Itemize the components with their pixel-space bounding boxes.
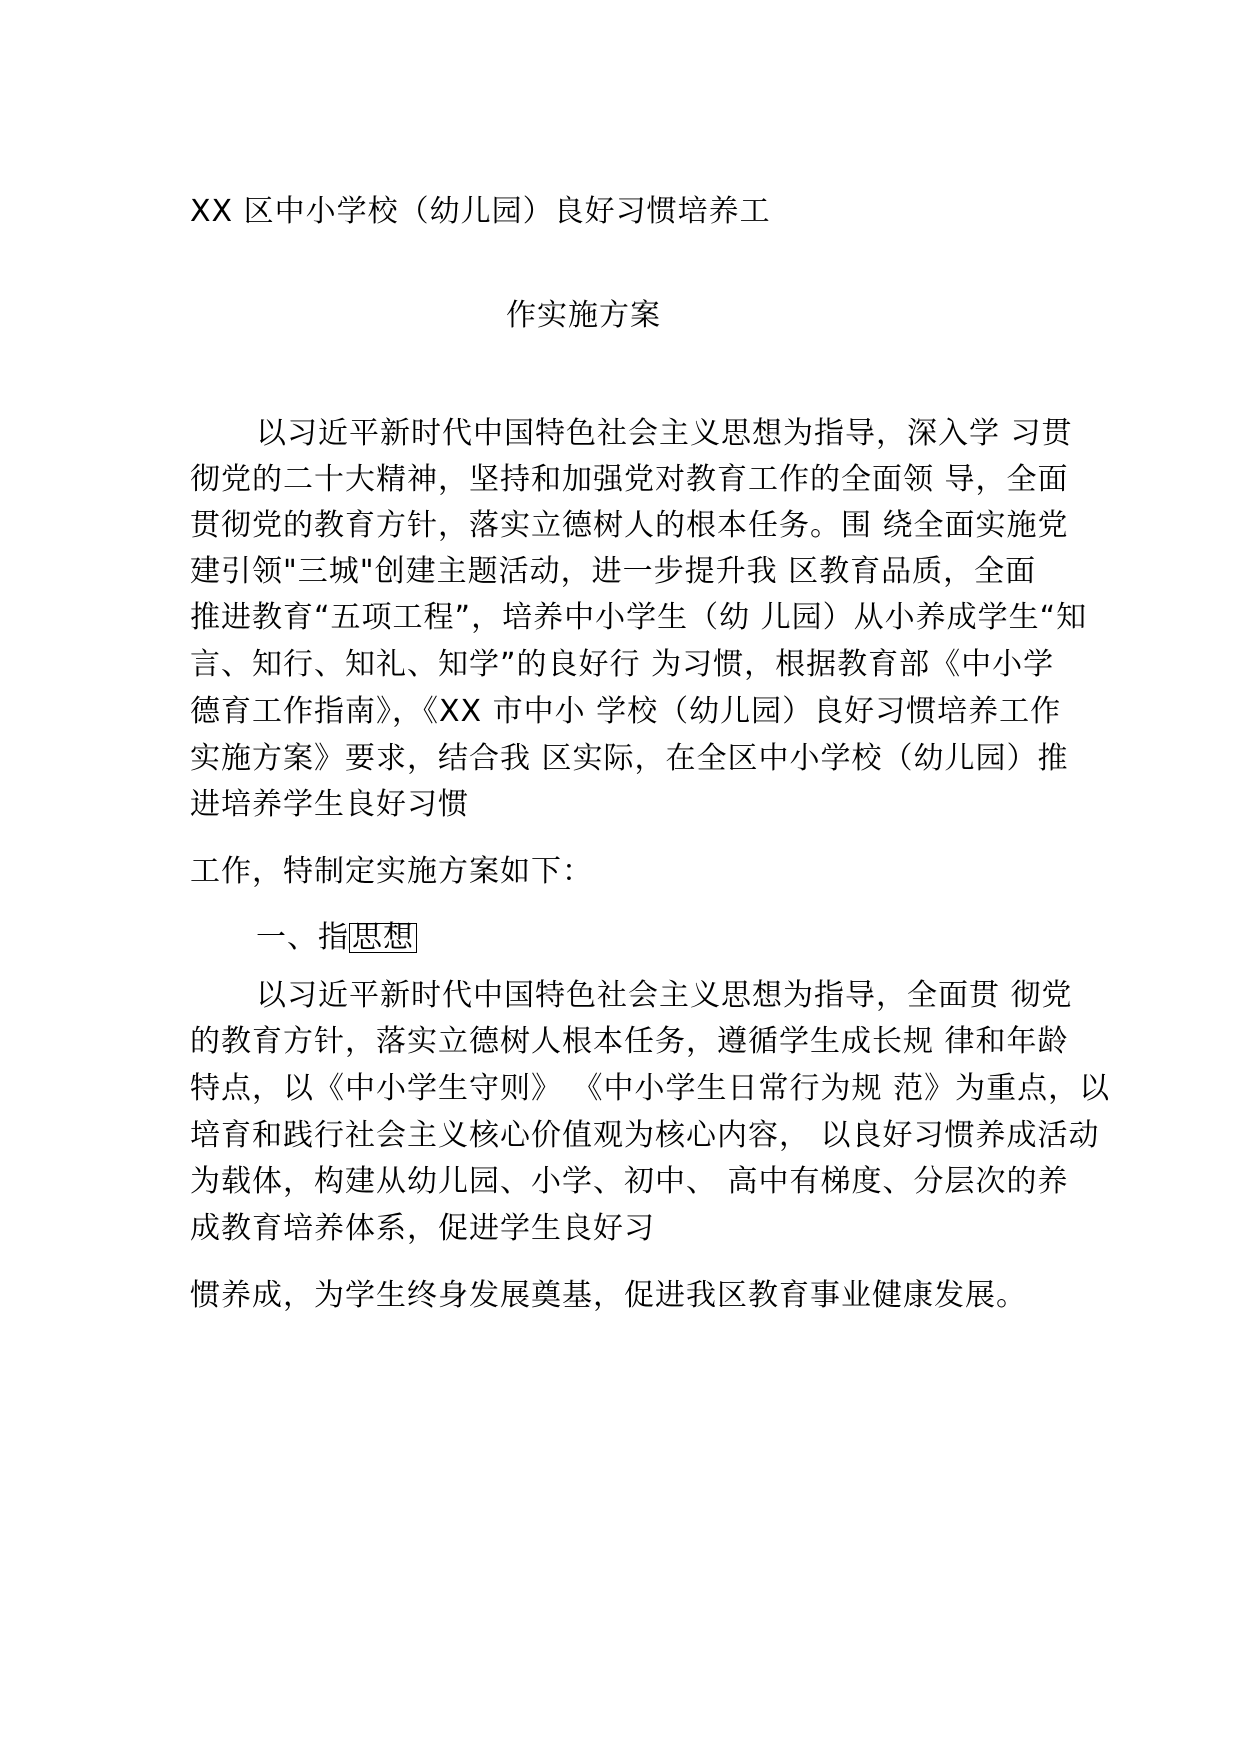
section-1-heading-boxed: 思想 [349, 923, 417, 953]
intro-line-9: 进培养学生良好习惯 [190, 787, 469, 822]
intro-line-3: 贯彻党的教育方针，落实立德树人的根本任务。围 绕全面实施党 [190, 508, 1069, 543]
document-title-line-1: XX 区中小学校（幼儿园）良好习惯培养工 [190, 194, 771, 229]
section-1-line-6: 成教育培养体系，促进学生良好习 [190, 1211, 655, 1246]
intro-line-5: 推进教育“五项工程”，培养中小学生（幼 儿园）从小养成学生“知 [190, 600, 1088, 635]
intro-line-1: 以习近平新时代中国特色社会主义思想为指导，深入学 习贯 [256, 416, 1073, 451]
intro-line-8: 实施方案》要求，结合我 区实际，在全区中小学校（幼儿园）推 [190, 741, 1069, 776]
section-1-line-2: 的教育方针，落实立德树人根本任务，遵循学生成长规 律和年龄 [190, 1024, 1069, 1059]
section-1-line-3: 特点，以《中小学生守则》 《中小学生日常行为规 范》为重点，以 [190, 1071, 1111, 1106]
section-1-line-5: 为载体，构建从幼儿园、小学、初中、 高中有梯度、分层次的养 [190, 1164, 1069, 1199]
section-1-line-1: 以习近平新时代中国特色社会主义思想为指导，全面贯 彻党 [256, 978, 1073, 1013]
intro-tail: 工作，特制定实施方案如下： [190, 854, 593, 889]
intro-line-7: 德育工作指南》，《XX 市中小 学校（幼儿园）良好习惯培养工作 [190, 694, 1062, 729]
intro-line-4: 建引领"三城"创建主题活动，进一步提升我 区教育品质，全面 [190, 554, 1037, 589]
section-1-heading-prefix: 一、指 [256, 920, 349, 955]
section-1-tail: 惯养成，为学生终身发展奠基，促进我区教育事业健康发展。 [190, 1278, 1027, 1313]
section-1-heading [256, 918, 417, 958]
document-title-line-2: 作实施方案 [506, 298, 661, 333]
intro-line-2: 彻党的二十大精神，坚持和加强党对教育工作的全面领 导，全面 [190, 462, 1069, 497]
intro-line-6: 言、知行、知礼、知学”的良好行 为习惯，根据教育部《中小学 [190, 647, 1055, 682]
section-1-line-4: 培育和践行社会主义核心价值观为核心内容， 以良好习惯养成活动 [190, 1118, 1100, 1153]
